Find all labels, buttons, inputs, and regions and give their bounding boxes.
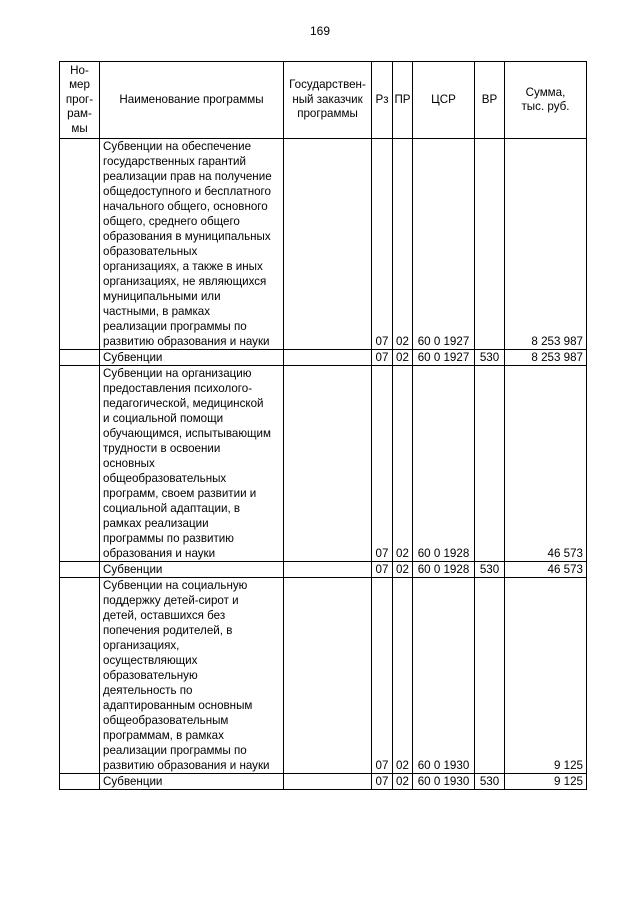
cell-sum: 46 573 xyxy=(505,562,587,578)
cell-rz: 07 xyxy=(372,139,393,350)
cell-program-name xyxy=(100,774,284,790)
header-pr: ПР xyxy=(393,62,413,139)
program-name-line: и социальной помощи xyxy=(103,412,224,425)
program-name-line: общеобразовательных xyxy=(103,472,227,485)
program-name-line: Субвенции на обеспечение xyxy=(103,140,252,153)
cell-program-name xyxy=(100,139,284,350)
header-csr: ЦСР xyxy=(413,62,475,139)
table-row xyxy=(60,578,587,774)
cell-pr: 02 xyxy=(393,139,413,350)
program-name-line: образовательную xyxy=(103,669,198,682)
cell-vr: 530 xyxy=(475,562,505,578)
program-name-line: педагогической, медицинской xyxy=(103,397,264,410)
table-row xyxy=(60,350,587,366)
cell-pr: 02 xyxy=(393,350,413,366)
table-row xyxy=(60,562,587,578)
program-name-line: основных xyxy=(103,457,155,470)
cell-sum: 9 125 xyxy=(505,774,587,790)
page-number: 169 xyxy=(309,24,331,38)
cell-sum: 8 253 987 xyxy=(505,350,587,366)
table-row xyxy=(60,139,587,350)
program-name-line: Субвенции на социальную xyxy=(103,579,248,592)
cell-rz: 07 xyxy=(372,562,393,578)
cell-rz: 07 xyxy=(372,350,393,366)
program-name-line: Субвенции xyxy=(103,351,163,364)
program-name-line: общедоступного и бесплатного xyxy=(103,185,271,198)
program-name-line: образовательных xyxy=(103,245,198,258)
program-name-line: обучающимся, испытывающим xyxy=(103,427,272,440)
cell-state-customer xyxy=(284,366,372,562)
program-name-line: адаптированным основным xyxy=(103,699,253,712)
table-row xyxy=(60,366,587,562)
program-name-line: реализации программы по xyxy=(103,320,247,333)
cell-sum: 9 125 xyxy=(505,578,587,774)
program-name-line: детей, оставшихся без xyxy=(103,609,226,622)
cell-pr: 02 xyxy=(393,774,413,790)
header-vr: ВР xyxy=(475,62,505,139)
program-name-line: организациях, xyxy=(103,639,180,652)
cell-csr: 60 0 1930 xyxy=(413,774,475,790)
program-name-line: предоставления психолого- xyxy=(103,382,253,395)
program-name-line: общеобразовательным xyxy=(103,714,229,727)
program-name-line: организациях, не являющихся xyxy=(103,275,267,288)
program-name-line: реализации прав на получение xyxy=(103,170,272,183)
cell-rz: 07 xyxy=(372,774,393,790)
program-name-line: развитию образования и науки xyxy=(103,759,270,772)
cell-program-number xyxy=(60,350,100,366)
cell-program-name xyxy=(100,366,284,562)
cell-csr: 60 0 1927 xyxy=(413,139,475,350)
cell-state-customer xyxy=(284,350,372,366)
cell-program-name xyxy=(100,578,284,774)
cell-program-name xyxy=(100,562,284,578)
program-name-line: программам, в рамках xyxy=(103,729,224,742)
program-name-line: реализации программы по xyxy=(103,744,247,757)
cell-sum: 46 573 xyxy=(505,366,587,562)
program-name-line: попечения родителей, в xyxy=(103,624,233,637)
program-name-line: поддержку детей-сирот и xyxy=(103,594,239,607)
cell-vr: 530 xyxy=(475,350,505,366)
program-name-line: рамках реализации xyxy=(103,517,209,530)
cell-state-customer xyxy=(284,562,372,578)
cell-rz: 07 xyxy=(372,578,393,774)
header-sum: Сумма, тыс. руб. xyxy=(505,62,587,139)
table-row xyxy=(60,774,587,790)
cell-sum: 8 253 987 xyxy=(505,139,587,350)
cell-program-number xyxy=(60,139,100,350)
cell-program-number xyxy=(60,774,100,790)
cell-vr xyxy=(475,578,505,774)
program-name-line: организациях, а также в иных xyxy=(103,260,263,273)
program-name-line: социальной адаптации, в xyxy=(103,502,241,515)
table-body xyxy=(60,139,587,790)
cell-state-customer xyxy=(284,578,372,774)
program-name-line: трудности в освоении xyxy=(103,442,221,455)
program-name-line: программы по развитию xyxy=(103,532,234,545)
program-name-line: государственных гарантий xyxy=(103,155,247,168)
cell-program-number xyxy=(60,578,100,774)
program-name-line: образования и науки xyxy=(103,547,216,560)
cell-csr: 60 0 1928 xyxy=(413,562,475,578)
header-rz: Рз xyxy=(372,62,393,139)
cell-program-name xyxy=(100,350,284,366)
cell-csr: 60 0 1927 xyxy=(413,350,475,366)
cell-vr xyxy=(475,366,505,562)
cell-vr: 530 xyxy=(475,774,505,790)
program-name-line: общего, среднего общего xyxy=(103,215,240,228)
program-name-line: Субвенции xyxy=(103,563,163,576)
cell-pr: 02 xyxy=(393,366,413,562)
program-name-line: частными, в рамках xyxy=(103,305,211,318)
program-name-line: начального общего, основного xyxy=(103,200,268,213)
cell-program-number xyxy=(60,366,100,562)
cell-state-customer xyxy=(284,774,372,790)
program-name-line: Субвенции на организацию xyxy=(103,367,252,380)
header-program-name: Наименование программы xyxy=(100,62,284,139)
budget-table xyxy=(59,61,587,790)
cell-pr: 02 xyxy=(393,578,413,774)
program-name-line: деятельность по xyxy=(103,684,193,697)
cell-pr: 02 xyxy=(393,562,413,578)
program-name-line: развитию образования и науки xyxy=(103,335,270,348)
cell-state-customer xyxy=(284,139,372,350)
cell-rz: 07 xyxy=(372,366,393,562)
program-name-line: образования в муниципальных xyxy=(103,230,271,243)
program-name-line: осуществляющих xyxy=(103,654,198,667)
cell-csr: 60 0 1928 xyxy=(413,366,475,562)
cell-vr xyxy=(475,139,505,350)
header-program-number: Но- мер прог- рам- мы xyxy=(60,62,100,139)
program-name-line: Субвенции xyxy=(103,775,163,788)
cell-csr: 60 0 1930 xyxy=(413,578,475,774)
program-name-line: программ, своем развитии и xyxy=(103,487,257,500)
header-state-customer: Государствен- ный заказчик программы xyxy=(284,62,372,139)
program-name-line: муниципальными или xyxy=(103,290,221,303)
table-header-row xyxy=(60,62,587,139)
cell-program-number xyxy=(60,562,100,578)
